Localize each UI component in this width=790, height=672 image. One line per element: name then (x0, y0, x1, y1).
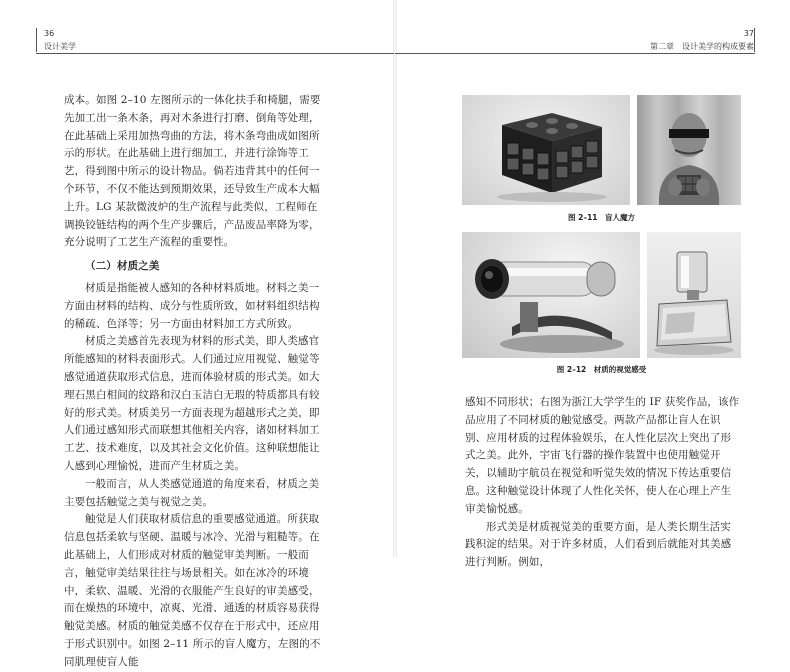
right-body-text (465, 394, 741, 572)
paragraph: 成本。如图 2–10 左图所示的一体化扶手和椅腿，需要先加工出一条木条，再对木条进行打磨、倒角等处理，在此基础上采用加热弯曲的方法，将木条弯曲成如图所示的形状。在此基础上进行细加工，并进行涂饰等工艺，得到图中所示的设计物品。倘若违背其中的任何一个环节，不仅不能达到预期效果，还导致生产成本大幅上升。LG 某款微波炉的生产流程与此类似，工程师在调换铰链结构的两个生产步骤后，产品废品率降为零，充分说明了工艺生产流程的重要性。 (64, 94, 321, 249)
header-marker-line (36, 28, 37, 52)
page-number: 36 (44, 29, 55, 38)
header-rule (395, 53, 755, 54)
bottle-illustration (647, 232, 741, 358)
paragraph: 一般而言，从人类感觉通道的角度来看，材质之美主要包括触觉之美与视觉之美。 (64, 477, 320, 508)
paragraph: 感知不同形状；右图为浙江大学学生的 IF 获奖作品，该作品应用了不同材质的触觉感受。两款产品都让盲人在识别、应用材质的过程体验娱乐，在人性化层次上突出了形式之美。此外，宇宙飞行器的操作装置中也使用触觉开关，以辅助宇航员在视觉和听觉失效的情况下传达重要信息。这种触觉设计体现了人性化关怀，使人在心理上产生审美愉悦感。 (465, 396, 740, 515)
section-heading: （二）材质之美 (85, 260, 160, 273)
paragraph: 形式美是材质视觉美的重要方面，是人类长期生活实践积淀的结果。对于许多材质，人们看到后就能对其美感进行判断。例如， (465, 520, 732, 569)
figure-webcam-photo (462, 232, 640, 358)
left-page (0, 0, 395, 668)
figure-glass-bottle-photo (647, 232, 741, 358)
paragraph: 触觉是人们获取材质信息的重要感觉通道。所获取信息包括柔软与坚硬、温暖与冰冷、光滑与粗糙等。在此基础上，人们形成对材质的触觉审美判断。一般而言，触觉审美结果往往与场景相关。如在冰冷的环境中，柔软、温暖、光滑的衣服能产生良好的审美感受，而在燥热的环境中，凉爽、光滑、通透的材质容易获得触觉美感。材质的触觉美感不仅存在于形式中，还应用于形式识别中。如图 2–11 所示的盲人魔方，左图的不同肌理使盲人能 (64, 513, 321, 668)
running-header-title: 设计美学 (44, 42, 76, 51)
running-header-chapter: 第二章 设计美学的构成要素 (650, 42, 754, 51)
header-marker-line (754, 28, 755, 52)
left-body-text (64, 92, 326, 672)
cube-illustration (462, 95, 630, 205)
page-number: 37 (743, 29, 754, 38)
figure-caption-2-11: 图 2–11 盲人魔方 (567, 213, 636, 222)
right-page (395, 0, 790, 569)
paragraph: 材质之美感首先表现为材料的形式美，即人类感官所能感知的材料表面形式。人们通过应用视觉、触觉等感觉通道获取形式信息，进而体验材质的形式美。如大理石黑白相间的纹路和汉白玉洁白无瑕的特质都具有较好的形式美。材质美另一方面表现为超越形式之美，即人们通过感知形式而联想其他相关内容，诸如材料加工工艺、技术难度，以及其社会文化价值。这种联想能让人感到心理愉悦，进而产生材质之美。 (64, 335, 320, 472)
header-rule (36, 53, 394, 54)
webcam-illustration (462, 232, 640, 358)
paragraph: 材质是指能被人感知的各种材料质地。材料之美一方面由材料的结构、成分与性质所致，如材料组织结构的稀疏、色泽等；另一方面由材料加工方式所致。 (64, 281, 320, 330)
figure-tactile-cube-photo (462, 95, 630, 205)
figure-blindfolded-man-photo (637, 95, 741, 205)
man-illustration (637, 95, 741, 205)
figure-caption-2-12: 图 2–12 材质的视觉感受 (556, 365, 647, 374)
